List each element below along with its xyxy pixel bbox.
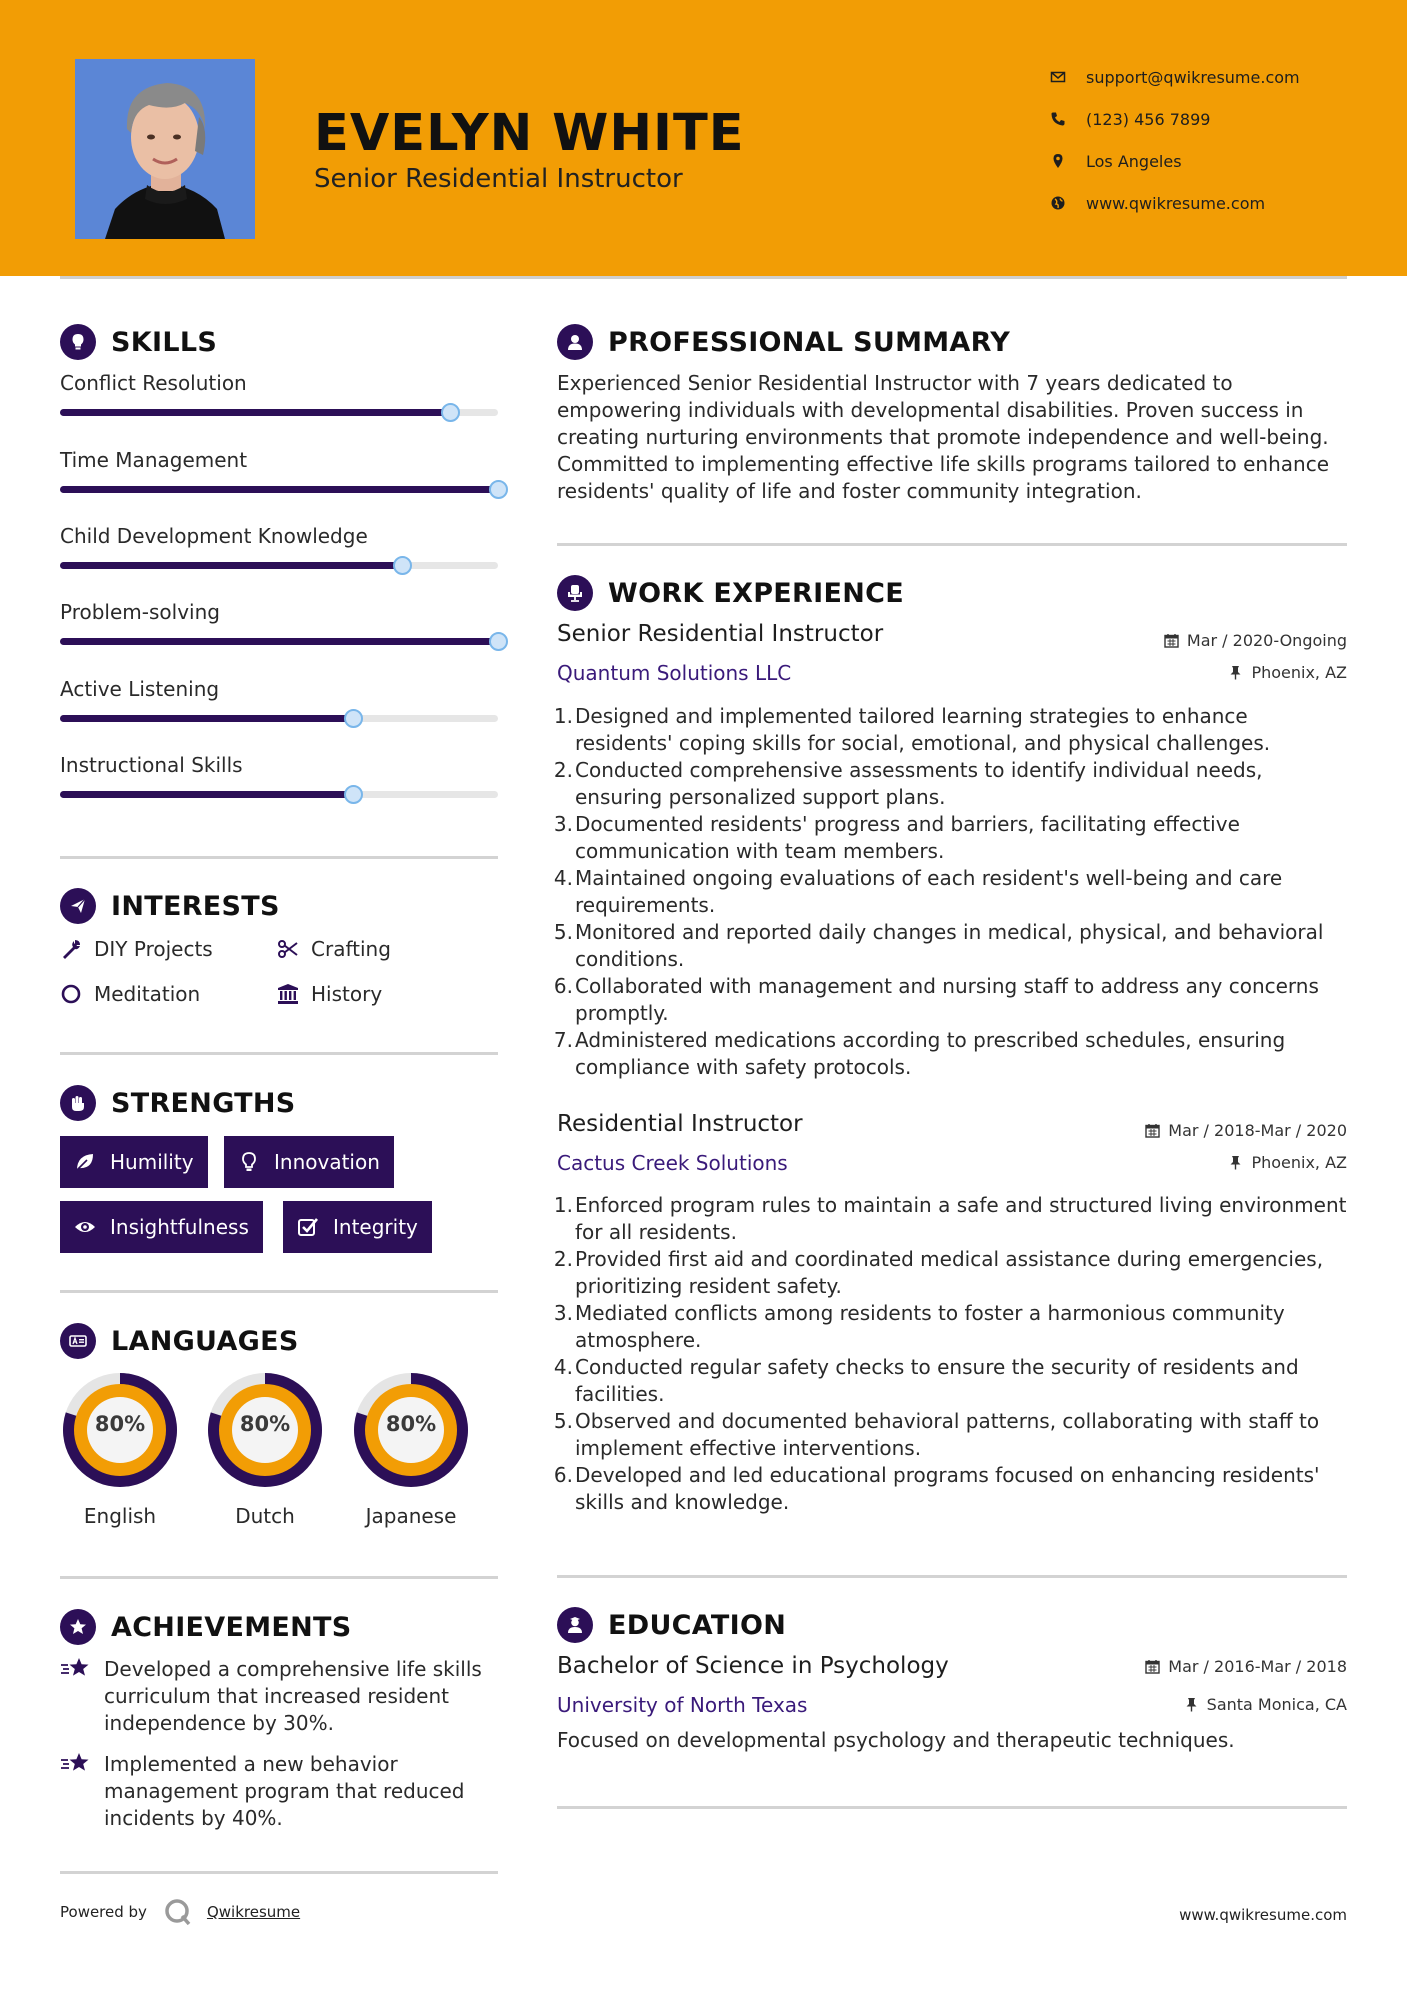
summary-heading <box>557 324 1010 360</box>
strengths-title: STRENGTHS <box>111 1087 296 1119</box>
skill-bar <box>60 486 498 493</box>
skill-item <box>60 371 498 395</box>
footer-powered-by <box>60 1897 300 1927</box>
envelope-icon <box>1050 69 1086 85</box>
skill-bar <box>60 562 498 569</box>
bullet-item <box>553 757 1347 811</box>
bullet-number: 5. <box>553 920 573 944</box>
candidate-title: Senior Residential Instructor <box>314 164 683 194</box>
language-name: Japanese <box>365 1504 457 1528</box>
header-divider <box>60 276 1347 279</box>
skill-item <box>60 448 498 472</box>
bullet-item <box>553 1408 1347 1462</box>
bullet-item <box>553 1300 1347 1354</box>
lightbulb-icon <box>60 324 96 360</box>
bullet-item <box>553 865 1347 919</box>
education-title: EDUCATION <box>608 1609 787 1641</box>
skill-bar-fill <box>60 486 498 493</box>
pushpin-icon <box>1184 1697 1199 1712</box>
job-location <box>1228 1153 1347 1172</box>
experience-title: WORK EXPERIENCE <box>608 577 904 609</box>
bullet-text: Monitored and reported daily changes in medical, physical, and behavioral conditions. <box>575 920 1324 971</box>
bullet-text: Administered medications according to prescribed schedules, ensuring compliance with safety protocols. <box>575 1028 1286 1079</box>
job-company: Cactus Creek Solutions <box>557 1151 788 1175</box>
star-icon <box>60 1751 92 1779</box>
office-chair-icon <box>557 575 593 611</box>
skill-name: Active Listening <box>60 677 220 701</box>
language-percent: 80% <box>239 1412 291 1436</box>
bullet-text: Enforced program rules to maintain a safe and structured living environment for all residents. <box>575 1193 1347 1244</box>
education-description: Focused on developmental psychology and therapeutic techniques. <box>557 1728 1235 1752</box>
contact-phone-text: (123) 456 7899 <box>1086 109 1211 129</box>
paper-plane-icon <box>60 888 96 924</box>
qwikresume-link[interactable]: Qwikresume <box>206 1903 301 1921</box>
strengths-heading <box>60 1085 296 1121</box>
graduate-icon <box>557 1607 593 1643</box>
bullet-item <box>553 1462 1347 1516</box>
bullet-number: 1. <box>553 704 573 728</box>
circle-icon <box>60 983 82 1005</box>
bullet-item <box>553 1354 1347 1408</box>
education-location <box>1184 1695 1347 1714</box>
section-divider <box>60 1871 498 1874</box>
experience-heading <box>557 575 904 611</box>
phone-icon <box>1050 111 1086 127</box>
bullet-item <box>553 703 1347 757</box>
section-divider <box>557 543 1347 546</box>
strength-tag <box>60 1136 208 1188</box>
bullet-number: 3. <box>553 812 573 836</box>
institution-icon <box>277 983 299 1005</box>
skill-name: Instructional Skills <box>60 753 243 777</box>
map-pin-icon <box>1050 153 1086 169</box>
skill-bar-knob <box>344 785 363 804</box>
contact-phone[interactable] <box>1050 98 1390 140</box>
bullet-number: 1. <box>553 1193 573 1217</box>
check-square-icon <box>297 1216 319 1238</box>
language-item <box>349 1368 473 1528</box>
bullet-number: 6. <box>553 974 573 998</box>
contact-website[interactable] <box>1050 182 1390 224</box>
education-school: University of North Texas <box>557 1693 808 1717</box>
job-dates <box>1164 631 1347 650</box>
strength-tag <box>224 1136 394 1188</box>
pushpin-icon <box>1228 665 1243 680</box>
language-icon <box>60 1323 96 1359</box>
bullet-text: Provided first aid and coordinated medical assistance during emergencies, prioritizing resident safety. <box>575 1247 1324 1298</box>
job-location-text: Phoenix, AZ <box>1251 663 1347 682</box>
bullet-item <box>553 1246 1347 1300</box>
section-divider <box>557 1806 1347 1809</box>
section-divider <box>60 1290 498 1293</box>
strength-label: Integrity <box>333 1215 418 1239</box>
skill-bar-fill <box>60 715 353 722</box>
job-location-text: Phoenix, AZ <box>1251 1153 1347 1172</box>
calendar-icon <box>1145 1659 1160 1674</box>
interests-heading <box>60 888 280 924</box>
section-divider <box>60 1576 498 1579</box>
skill-name: Conflict Resolution <box>60 371 247 395</box>
bullet-item <box>553 811 1347 865</box>
skill-bar <box>60 791 498 798</box>
job-bullets <box>553 1192 1347 1516</box>
interest-item <box>277 982 382 1006</box>
bullet-item <box>553 1027 1347 1081</box>
globe-icon <box>1050 195 1086 211</box>
lightbulb-icon <box>238 1151 260 1173</box>
contact-location <box>1050 140 1390 182</box>
contact-website-text: www.qwikresume.com <box>1086 193 1266 213</box>
achievement-text: Developed a comprehensive life skills curriculum that increased resident independence by 30%. <box>104 1657 482 1735</box>
achievements-title: ACHIEVEMENTS <box>111 1611 352 1643</box>
interest-item <box>60 937 213 961</box>
profile-photo <box>75 59 255 239</box>
skill-bar-knob <box>393 556 412 575</box>
bullet-number: 2. <box>553 1247 573 1271</box>
bullet-number: 5. <box>553 1409 573 1433</box>
strength-label: Humility <box>110 1150 194 1174</box>
language-percent: 80% <box>385 1412 437 1436</box>
skill-bar-knob <box>489 632 508 651</box>
skill-name: Time Management <box>60 448 248 472</box>
wrench-icon <box>60 938 82 960</box>
skill-item <box>60 524 498 548</box>
bullet-text: Documented residents' progress and barriers, facilitating effective communication with team members. <box>575 812 1240 863</box>
skill-item <box>60 677 498 701</box>
job-dates <box>1145 1121 1347 1140</box>
fist-icon <box>60 1085 96 1121</box>
bullet-text: Developed and led educational programs focused on enhancing residents' skills and knowledge. <box>575 1463 1320 1514</box>
user-icon <box>557 324 593 360</box>
bullet-number: 3. <box>553 1301 573 1325</box>
bullet-text: Mediated conflicts among residents to foster a harmonious community atmosphere. <box>575 1301 1285 1352</box>
bullet-item <box>553 973 1347 1027</box>
job-bullets <box>553 703 1347 1081</box>
contact-list <box>1050 56 1390 224</box>
bullet-item <box>553 1192 1347 1246</box>
education-heading <box>557 1607 786 1643</box>
job-company: Quantum Solutions LLC <box>557 661 792 685</box>
job-title: Senior Residential Instructor <box>557 621 884 647</box>
achievement-text: Implemented a new behavior management program that reduced incidents by 40%. <box>104 1752 465 1830</box>
skill-bar <box>60 715 498 722</box>
job-dates-text: Mar / 2018-Mar / 2020 <box>1168 1121 1347 1140</box>
achievement-item <box>60 1751 510 1832</box>
star-badge-icon <box>60 1609 96 1645</box>
skill-bar-knob <box>344 709 363 728</box>
bullet-text: Maintained ongoing evaluations of each resident's well-being and care requirements. <box>575 866 1283 917</box>
bullet-number: 7. <box>553 1028 573 1052</box>
strength-label: Innovation <box>274 1150 380 1174</box>
interest-item <box>277 937 391 961</box>
achievement-item <box>60 1656 510 1737</box>
bullet-text: Designed and implemented tailored learning strategies to enhance residents' coping skills for social, emotional, and physical challenges. <box>575 704 1271 755</box>
bullet-text: Observed and documented behavioral patterns, collaborating with staff to implement effective interventions. <box>575 1409 1320 1460</box>
interest-label: DIY Projects <box>94 937 213 961</box>
strength-label: Insightfulness <box>110 1215 249 1239</box>
bullet-number: 2. <box>553 758 573 782</box>
section-divider <box>60 1052 498 1055</box>
skill-name: Problem-solving <box>60 600 220 624</box>
education-dates-text: Mar / 2016-Mar / 2018 <box>1168 1657 1347 1676</box>
interest-label: Meditation <box>94 982 201 1006</box>
contact-email[interactable] <box>1050 56 1390 98</box>
star-icon <box>60 1656 92 1684</box>
bullet-text: Conducted regular safety checks to ensure the security of residents and facilities. <box>575 1355 1299 1406</box>
strength-tag <box>283 1201 432 1253</box>
language-name: English <box>83 1504 157 1528</box>
skill-bar-fill <box>60 562 402 569</box>
job-location <box>1228 663 1347 682</box>
language-item <box>203 1368 327 1528</box>
skill-bar-knob <box>441 403 460 422</box>
scissors-icon <box>277 938 299 960</box>
education-location-text: Santa Monica, CA <box>1206 1695 1347 1714</box>
candidate-name: EVELYN WHITE <box>314 104 745 163</box>
languages-title: LANGUAGES <box>111 1325 299 1357</box>
bullet-number: 4. <box>553 1355 573 1379</box>
skill-bar-fill <box>60 409 450 416</box>
footer-website[interactable]: www.qwikresume.com <box>1179 1906 1347 1924</box>
leaf-icon <box>74 1151 96 1173</box>
bullet-number: 6. <box>553 1463 573 1487</box>
summary-title: PROFESSIONAL SUMMARY <box>608 326 1011 358</box>
education-dates <box>1145 1657 1347 1676</box>
skill-bar <box>60 638 498 645</box>
contact-email-text: support@qwikresume.com <box>1086 67 1300 87</box>
skill-bar <box>60 409 498 416</box>
language-name: Dutch <box>235 1504 295 1528</box>
interest-item <box>60 982 200 1006</box>
job-title: Residential Instructor <box>557 1111 803 1137</box>
pushpin-icon <box>1228 1155 1243 1170</box>
education-degree: Bachelor of Science in Psychology <box>557 1653 949 1679</box>
qwikresume-logo-icon <box>163 1897 193 1927</box>
language-item <box>58 1368 182 1528</box>
interest-label: History <box>311 982 383 1006</box>
language-percent: 80% <box>94 1412 146 1436</box>
interests-title: INTERESTS <box>111 890 280 922</box>
skills-heading <box>60 324 217 360</box>
job-dates-text: Mar / 2020-Ongoing <box>1186 631 1347 650</box>
skill-bar-fill <box>60 791 353 798</box>
section-divider <box>60 856 498 859</box>
section-divider <box>557 1575 1347 1578</box>
resume-header <box>0 0 1407 276</box>
languages-heading <box>60 1323 299 1359</box>
skill-bar-knob <box>489 480 508 499</box>
strength-tag <box>60 1201 263 1253</box>
skill-bar-fill <box>60 638 498 645</box>
skill-name: Child Development Knowledge <box>60 524 368 548</box>
skills-title: SKILLS <box>111 326 218 358</box>
powered-by-label: Powered by <box>60 1903 147 1921</box>
skill-item <box>60 753 498 777</box>
achievements-heading <box>60 1609 352 1645</box>
interest-label: Crafting <box>311 937 391 961</box>
bullet-number: 4. <box>553 866 573 890</box>
calendar-icon <box>1164 633 1179 648</box>
contact-location-text: Los Angeles <box>1086 151 1182 171</box>
bullet-text: Collaborated with management and nursing staff to address any concerns promptly. <box>575 974 1319 1025</box>
skill-item <box>60 600 498 624</box>
bullet-text: Conducted comprehensive assessments to identify individual needs, ensuring personalized support plans. <box>575 758 1263 809</box>
bullet-item <box>553 919 1347 973</box>
calendar-icon <box>1145 1123 1160 1138</box>
summary-text: Experienced Senior Residential Instructor with 7 years dedicated to empowering individuals with developmental disabilities. Proven success in creating nurturing environments that promote independence and well-being. Committed to implementing effective life skills programs tailored to enhance residents' quality of life and foster community integration. <box>557 371 1329 503</box>
eye-icon <box>74 1216 96 1238</box>
